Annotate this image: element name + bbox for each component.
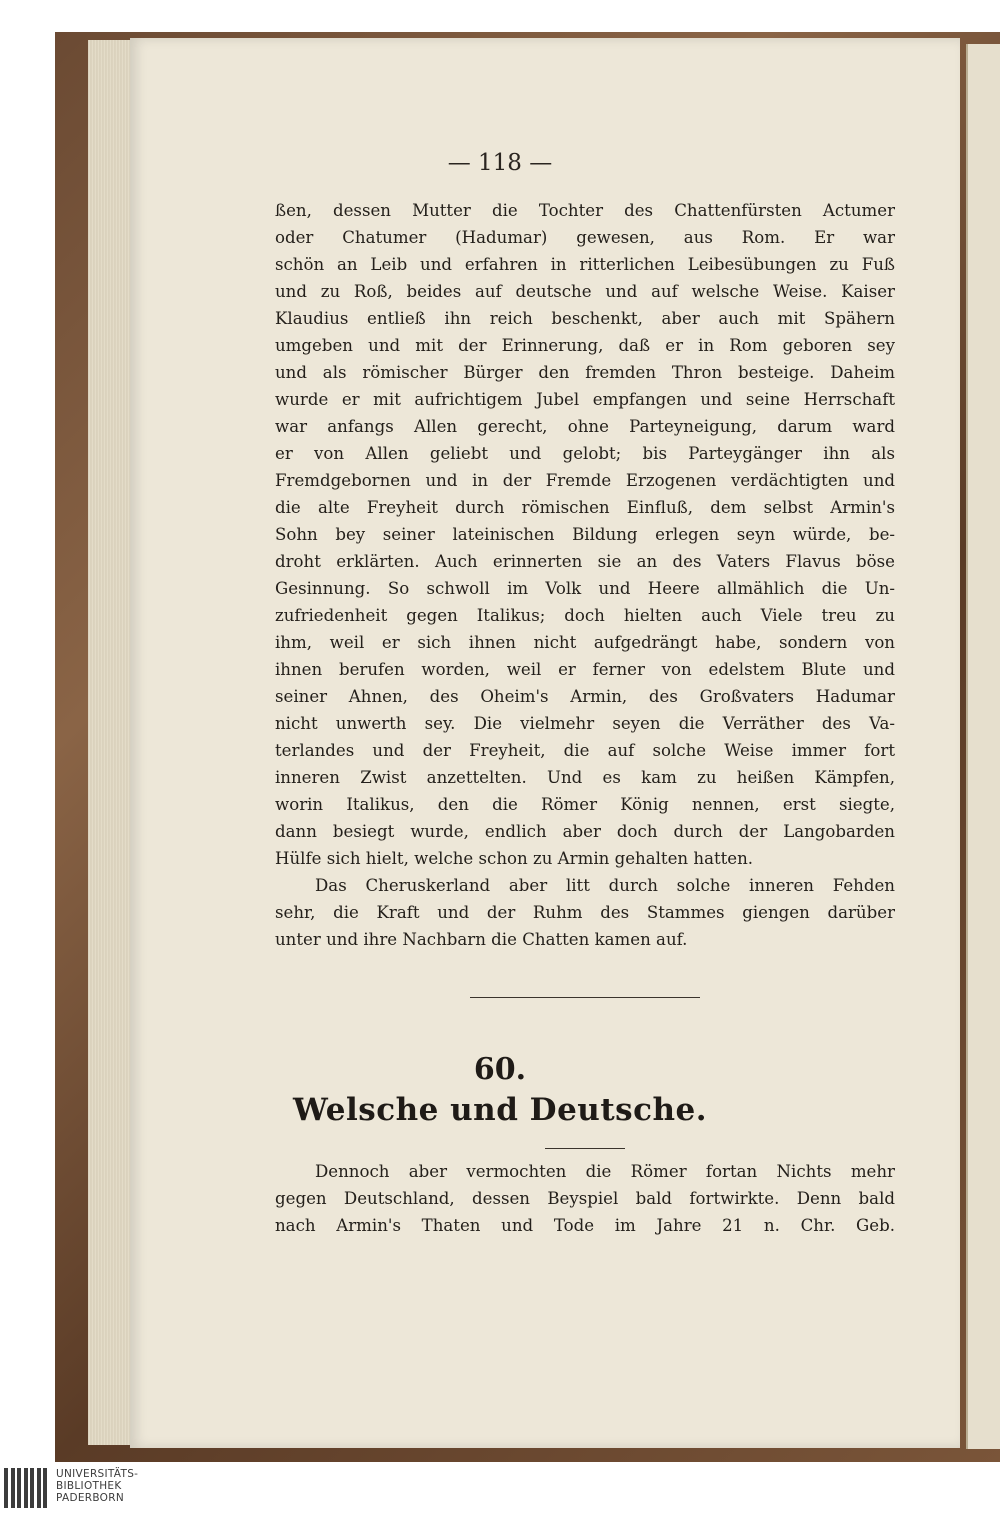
page-edges [88,40,136,1445]
text-line: seiner Ahnen, des Oheim's Armin, des Großvaters Hadumar [275,687,895,706]
page-number: — 118 — [447,150,553,176]
barcode-icon [4,1468,52,1508]
text-line: ihnen berufen worden, weil er ferner von edelstem Blute und [275,660,895,679]
text-line: terlandes und der Freyheit, die auf solche Weise immer fort [275,741,895,760]
section-number: 60. [473,1052,527,1087]
text-line: unter und ihre Nachbarn die Chatten kamen auf. [275,930,688,949]
text-line: zufriedenheit gegen Italikus; doch hielten auch Viele treu zu [275,606,895,625]
facing-page-edge [966,44,1000,1449]
library-name-line3: PADERBORN [56,1492,124,1504]
library-logo [0,1462,1000,1515]
text-line: war anfangs Allen gerecht, ohne Parteyneigung, darum ward [275,417,895,436]
text-line: inneren Zwist anzettelten. Und es kam zu heißen Kämpfen, [275,768,895,787]
text-line: Hülfe sich hielt, welche schon zu Armin gehalten hatten. [275,849,754,868]
body-text [275,197,895,953]
text-line: Das Cheruskerland aber litt durch solche inneren Fehden [315,876,895,895]
text-line: umgeben und mit der Erinnerung, daß er in Rom geboren sey [275,336,895,355]
library-name [56,1468,138,1504]
section-title: Welsche und Deutsche. [292,1092,708,1128]
text-line: er von Allen geliebt und gelobt; bis Parteygänger ihn als [275,444,895,463]
section-text [275,1158,895,1239]
text-line: Gesinnung. So schwoll im Volk und Heere allmählich die Un- [275,579,895,598]
text-line: schön an Leib und erfahren in ritterlichen Leibesübungen zu Fuß [275,255,895,274]
text-line: wurde er mit aufrichtigem Jubel empfangen und seine Herrschaft [275,390,895,409]
text-line: nicht unwerth sey. Die vielmehr seyen die Verräther des Va- [275,714,895,733]
library-name-line2: BIBLIOTHEK [56,1480,122,1492]
text-line: sehr, die Kraft und der Ruhm des Stammes giengen darüber [275,903,895,922]
text-line: gegen Deutschland, dessen Beyspiel bald fortwirkte. Denn bald [275,1189,895,1208]
text-line: nach Armin's Thaten und Tode im Jahre 21 n. Chr. Geb. [275,1216,895,1235]
library-name-line1: UNIVERSITÄTS- [56,1468,139,1480]
text-line: und zu Roß, beides auf deutsche und auf welsche Weise. Kaiser [275,282,895,301]
text-line: Dennoch aber vermochten die Römer fortan Nichts mehr [315,1162,895,1181]
text-line: droht erklärten. Auch erinnerten sie an des Vaters Flavus böse [275,552,895,571]
text-line: und als römischer Bürger den fremden Thron besteige. Daheim [275,363,895,382]
text-line: Fremdgebornen und in der Fremde Erzogenen verdächtigten und [275,471,895,490]
text-line: oder Chatumer (Hadumar) gewesen, aus Rom. Er war [275,228,895,247]
section-divider [470,997,700,998]
text-line: Klaudius entließ ihn reich beschenkt, aber auch mit Spähern [275,309,895,328]
text-line: ßen, dessen Mutter die Tochter des Chattenfürsten Actumer [275,201,895,220]
title-underline [545,1148,625,1149]
text-line: worin Italikus, den die Römer König nennen, erst siegte, [275,795,895,814]
text-line: dann besiegt wurde, endlich aber doch durch der Langobarden [275,822,895,841]
text-line: die alte Freyheit durch römischen Einfluß, dem selbst Armin's [275,498,895,517]
text-line: Sohn bey seiner lateinischen Bildung erlegen seyn würde, be- [275,525,895,544]
text-line: ihm, weil er sich ihnen nicht aufgedrängt habe, sondern von [275,633,895,652]
